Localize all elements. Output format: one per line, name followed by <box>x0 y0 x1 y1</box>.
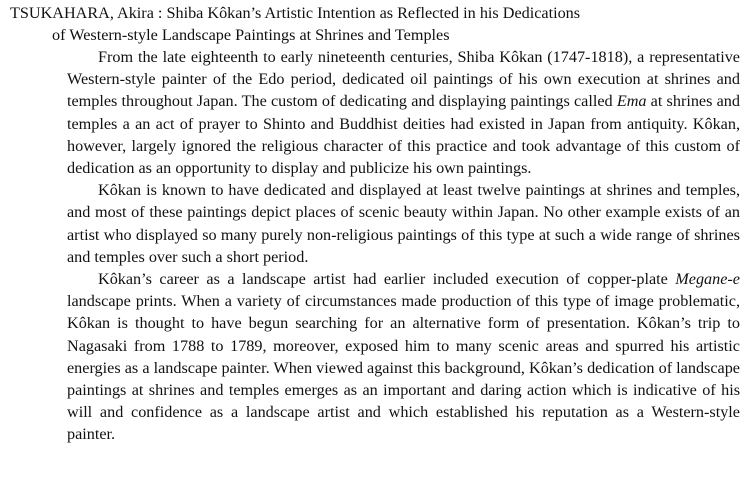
paragraph-1-text-a: From the late eighteenth to early nineteenth centuries, Shiba Kôkan (1747-1818), a representative Western-style painter of the Edo period, dedicated oil paintings of his own execution at shrines and temples throughout Japan. The custom of dedicating and displaying paintings called <box>67 48 740 111</box>
abstract-body <box>67 46 740 446</box>
article-title <box>10 2 740 46</box>
paragraph-3-text-a: Kôkan’s career as a landscape artist had earlier included execution of copper-plate <box>98 270 676 289</box>
title-line-2: of Western-style Landscape Paintings at Shrines and Temples <box>52 26 450 44</box>
paragraph-3 <box>67 268 740 446</box>
title-line-1: TSUKAHARA, Akira : Shiba Kôkan’s Artistic Intention as Reflected in his Dedications <box>10 4 581 22</box>
paragraph-1 <box>67 46 740 179</box>
paragraph-2: Kôkan is known to have dedicated and displayed at least twelve paintings at shrines and temples, and most of these paintings depict places of scenic beauty within Japan. No other example exists of an artist who displayed so many purely non-religious paintings of this type at such a wide range of shrines and temples over such a short period. <box>67 181 740 266</box>
term-ema: Ema <box>616 92 647 111</box>
paragraph-1-text-b: at shrines and temples a an act of prayer to Shinto and Buddhist deities had existed in Japan from antiquity. Kôkan, however, largely ignored the religious character of this practice and took advantage of this custom of dedication as an opportunity to display and publicize his own paintings. <box>67 92 740 178</box>
paragraph-3-text-b: landscape prints. When a variety of circumstances made production of this type of image problematic, Kôkan is thought to have begun searching for an alternative form of presentation. Kôkan’s trip to Nagasaki from 1788 to 1789, moreover, exposed him to many scenic areas and spurred his artistic energies as a landscape painter. When viewed against this background, Kôkan’s dedication of landscape paintings at shrines and temples emerges as an important and daring action which is indicative of his will and confidence as a landscape artist and which established his reputation as a Western-style painter. <box>67 292 740 444</box>
term-megane-e: Megane-e <box>675 270 740 289</box>
